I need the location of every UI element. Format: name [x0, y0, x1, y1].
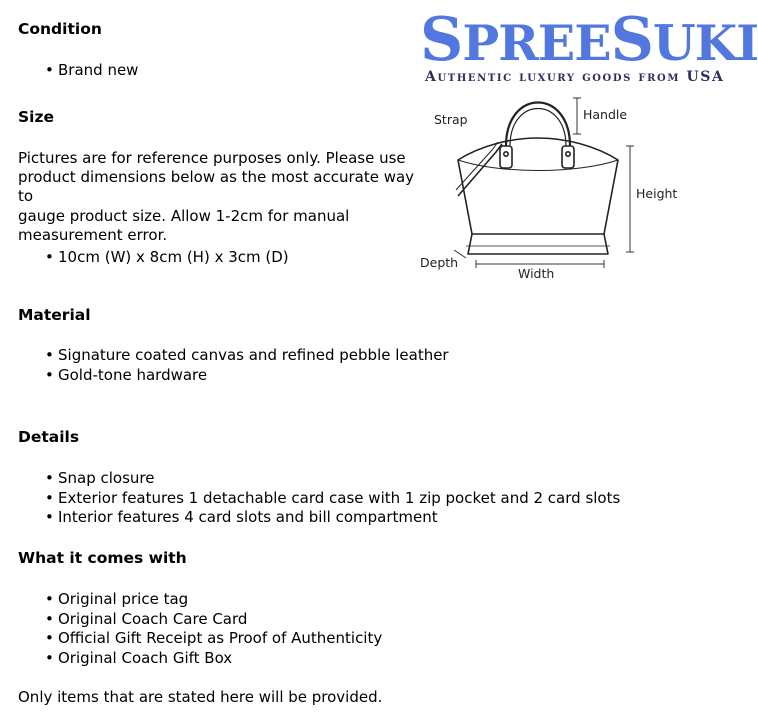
depth-label: Depth [420, 255, 459, 270]
brand-part-pree: PREE [462, 14, 611, 72]
brand-letter-s2: S [610, 5, 653, 75]
brand-logo [420, 5, 758, 85]
list-item: • Interior features 4 card slots and bill compartment [40, 508, 620, 528]
bag-size-diagram [410, 86, 690, 286]
list-item: • Original Coach Gift Box [40, 649, 382, 669]
bag-strap [458, 144, 502, 196]
handle-label: Handle [583, 107, 628, 122]
list-item: • Official Gift Receipt as Proof of Authenticity [40, 629, 382, 649]
comes-with-heading: What it comes with [18, 549, 187, 567]
list-item: • Original Coach Care Card [40, 610, 382, 630]
list-item: • Exterior features 1 detachable card case with 1 zip pocket and 2 card slots [40, 489, 620, 509]
material-heading: Material [18, 306, 91, 324]
width-label: Width [518, 266, 555, 281]
size-desc-line: measurement error. [18, 225, 168, 244]
brand-name [420, 5, 758, 75]
details-heading: Details [18, 428, 80, 446]
size-desc-line: product dimensions below as the most accurate way to [18, 168, 415, 206]
list-item: • 10cm (W) x 8cm (H) x 3cm (D) [40, 248, 289, 268]
list-item: • Signature coated canvas and refined pebble leather [40, 346, 449, 366]
brand-part-uki: UKI [652, 14, 758, 72]
brand-letter-s1: S [420, 5, 463, 75]
list-item: • Brand new [40, 61, 138, 81]
size-description [18, 149, 418, 245]
tagline-text: Authentic luxury goods from USA [425, 69, 725, 85]
size-heading: Size [18, 108, 55, 126]
height-label: Height [636, 186, 678, 201]
bag-body [458, 138, 618, 234]
strap-label: Strap [434, 112, 468, 127]
footer-note: Only items that are stated here will be provided. [18, 688, 383, 706]
size-desc-line: Pictures are for reference purposes only. Please use [18, 149, 406, 167]
list-item: • Snap closure [40, 469, 620, 489]
comes-with-list [40, 590, 382, 668]
brand-tagline [420, 69, 725, 85]
list-item: • Original price tag [40, 590, 382, 610]
size-list [40, 248, 289, 268]
condition-heading: Condition [18, 20, 102, 38]
details-list [40, 469, 620, 528]
material-list [40, 346, 449, 385]
size-desc-line: gauge product size. Allow 1-2cm for manual [18, 206, 350, 225]
condition-list [40, 61, 138, 81]
list-item: • Gold-tone hardware [40, 366, 449, 386]
